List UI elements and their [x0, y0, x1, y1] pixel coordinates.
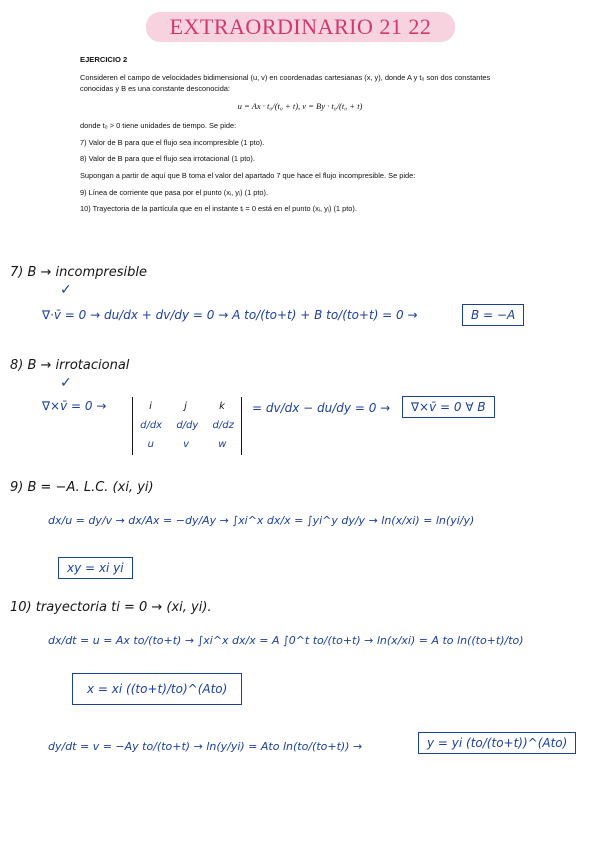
question-7: 7) Valor de B para que el flujo sea incompresible (1 pto).	[80, 137, 265, 147]
matrix-cell: u	[147, 439, 154, 450]
velocity-equation: u = Ax · t₀/(t₀ + t), v = By · t₀/(t₀ + t)	[237, 101, 363, 112]
solution-10-line-2: dy/dt = v = −Ay to/(to+t) → ln(y/yi) = Ato ln(to/(to+t)) →	[48, 740, 363, 753]
curl-determinant	[132, 397, 242, 455]
matrix-cell: w	[218, 439, 227, 450]
solution-10-answer-1: x = xi ((to+t)/to)^(Ato)	[72, 673, 242, 705]
matrix-cell: i	[149, 401, 152, 412]
solution-9-line: dx/u = dy/v → dx/Ax = −dy/Ay → ∫xi^x dx/x = ∫yi^y dy/y → ln(x/xi) = ln(yi/y)	[48, 514, 475, 527]
solution-9-answer: xy = xi yi	[58, 557, 133, 579]
solution-7-line: ∇·v̄ = 0 → du/dx + dv/dy = 0 → A to/(to+t) + B to/(to+t) = 0 →	[42, 308, 418, 322]
solution-8-answer: ∇×v̄ = 0 ∀ B	[402, 396, 495, 418]
solution-10-line-1: dx/dt = u = Ax to/(to+t) → ∫xi^x dx/x = A ∫0^t to/(to+t) → ln(x/xi) = A to ln((to+t)/to)	[48, 634, 524, 647]
solution-10-answer-2: y = yi (to/(to+t))^(Ato)	[418, 732, 576, 754]
exercise-note: donde t₀ > 0 tiene unidades de tiempo. Se pide:	[80, 120, 237, 130]
assumption-text: Supongan a partir de aquí que B toma el valor del apartado 7 que hace el flujo incompresible. Se pide:	[80, 170, 416, 180]
matrix-cell: d/dy	[176, 420, 199, 431]
question-10: 10) Trayectoria de la partícula que en el instante tᵢ = 0 está en el punto (xᵢ, yᵢ) (1 pto).	[80, 204, 357, 214]
matrix-cell: d/dz	[212, 420, 234, 431]
title-banner	[0, 12, 601, 42]
solution-7-heading: 7) B → incompresible	[10, 265, 148, 280]
exercise-statement	[80, 54, 520, 221]
solution-8-lhs: ∇×v̄ = 0 →	[42, 399, 107, 413]
question-9: 9) Línea de corriente que pasa por el punto (xᵢ, yᵢ) (1 pto).	[80, 187, 269, 197]
exercise-intro: Consideren el campo de velocidades bidimensional (u, v) en coordenadas cartesianas (x, y), donde A y t₀ son dos constantes conocidas y B es una constante desconocida:	[80, 73, 491, 93]
check-mark-icon: ✓	[60, 282, 72, 298]
matrix-cell: v	[183, 439, 190, 450]
solution-8-rhs: = dv/dx − du/dy = 0 →	[252, 401, 391, 415]
solution-7-answer: B = −A	[462, 304, 524, 326]
question-8: 8) Valor de B para que el flujo sea irrotacional (1 pto).	[80, 154, 255, 164]
exercise-heading: EJERCICIO 2	[80, 55, 128, 64]
page-title: EXTRAORDINARIO 21 22	[146, 12, 456, 42]
matrix-cell: k	[219, 401, 225, 412]
solution-8-heading: 8) B → irrotacional	[10, 358, 130, 373]
matrix-cell: d/dx	[140, 420, 163, 431]
solution-9-heading: 9) B = −A. L.C. (xi, yi)	[10, 480, 154, 495]
solution-10-heading: 10) trayectoria ti = 0 → (xi, yi).	[10, 600, 212, 615]
matrix-cell: j	[184, 401, 187, 412]
check-mark-icon: ✓	[60, 375, 72, 391]
